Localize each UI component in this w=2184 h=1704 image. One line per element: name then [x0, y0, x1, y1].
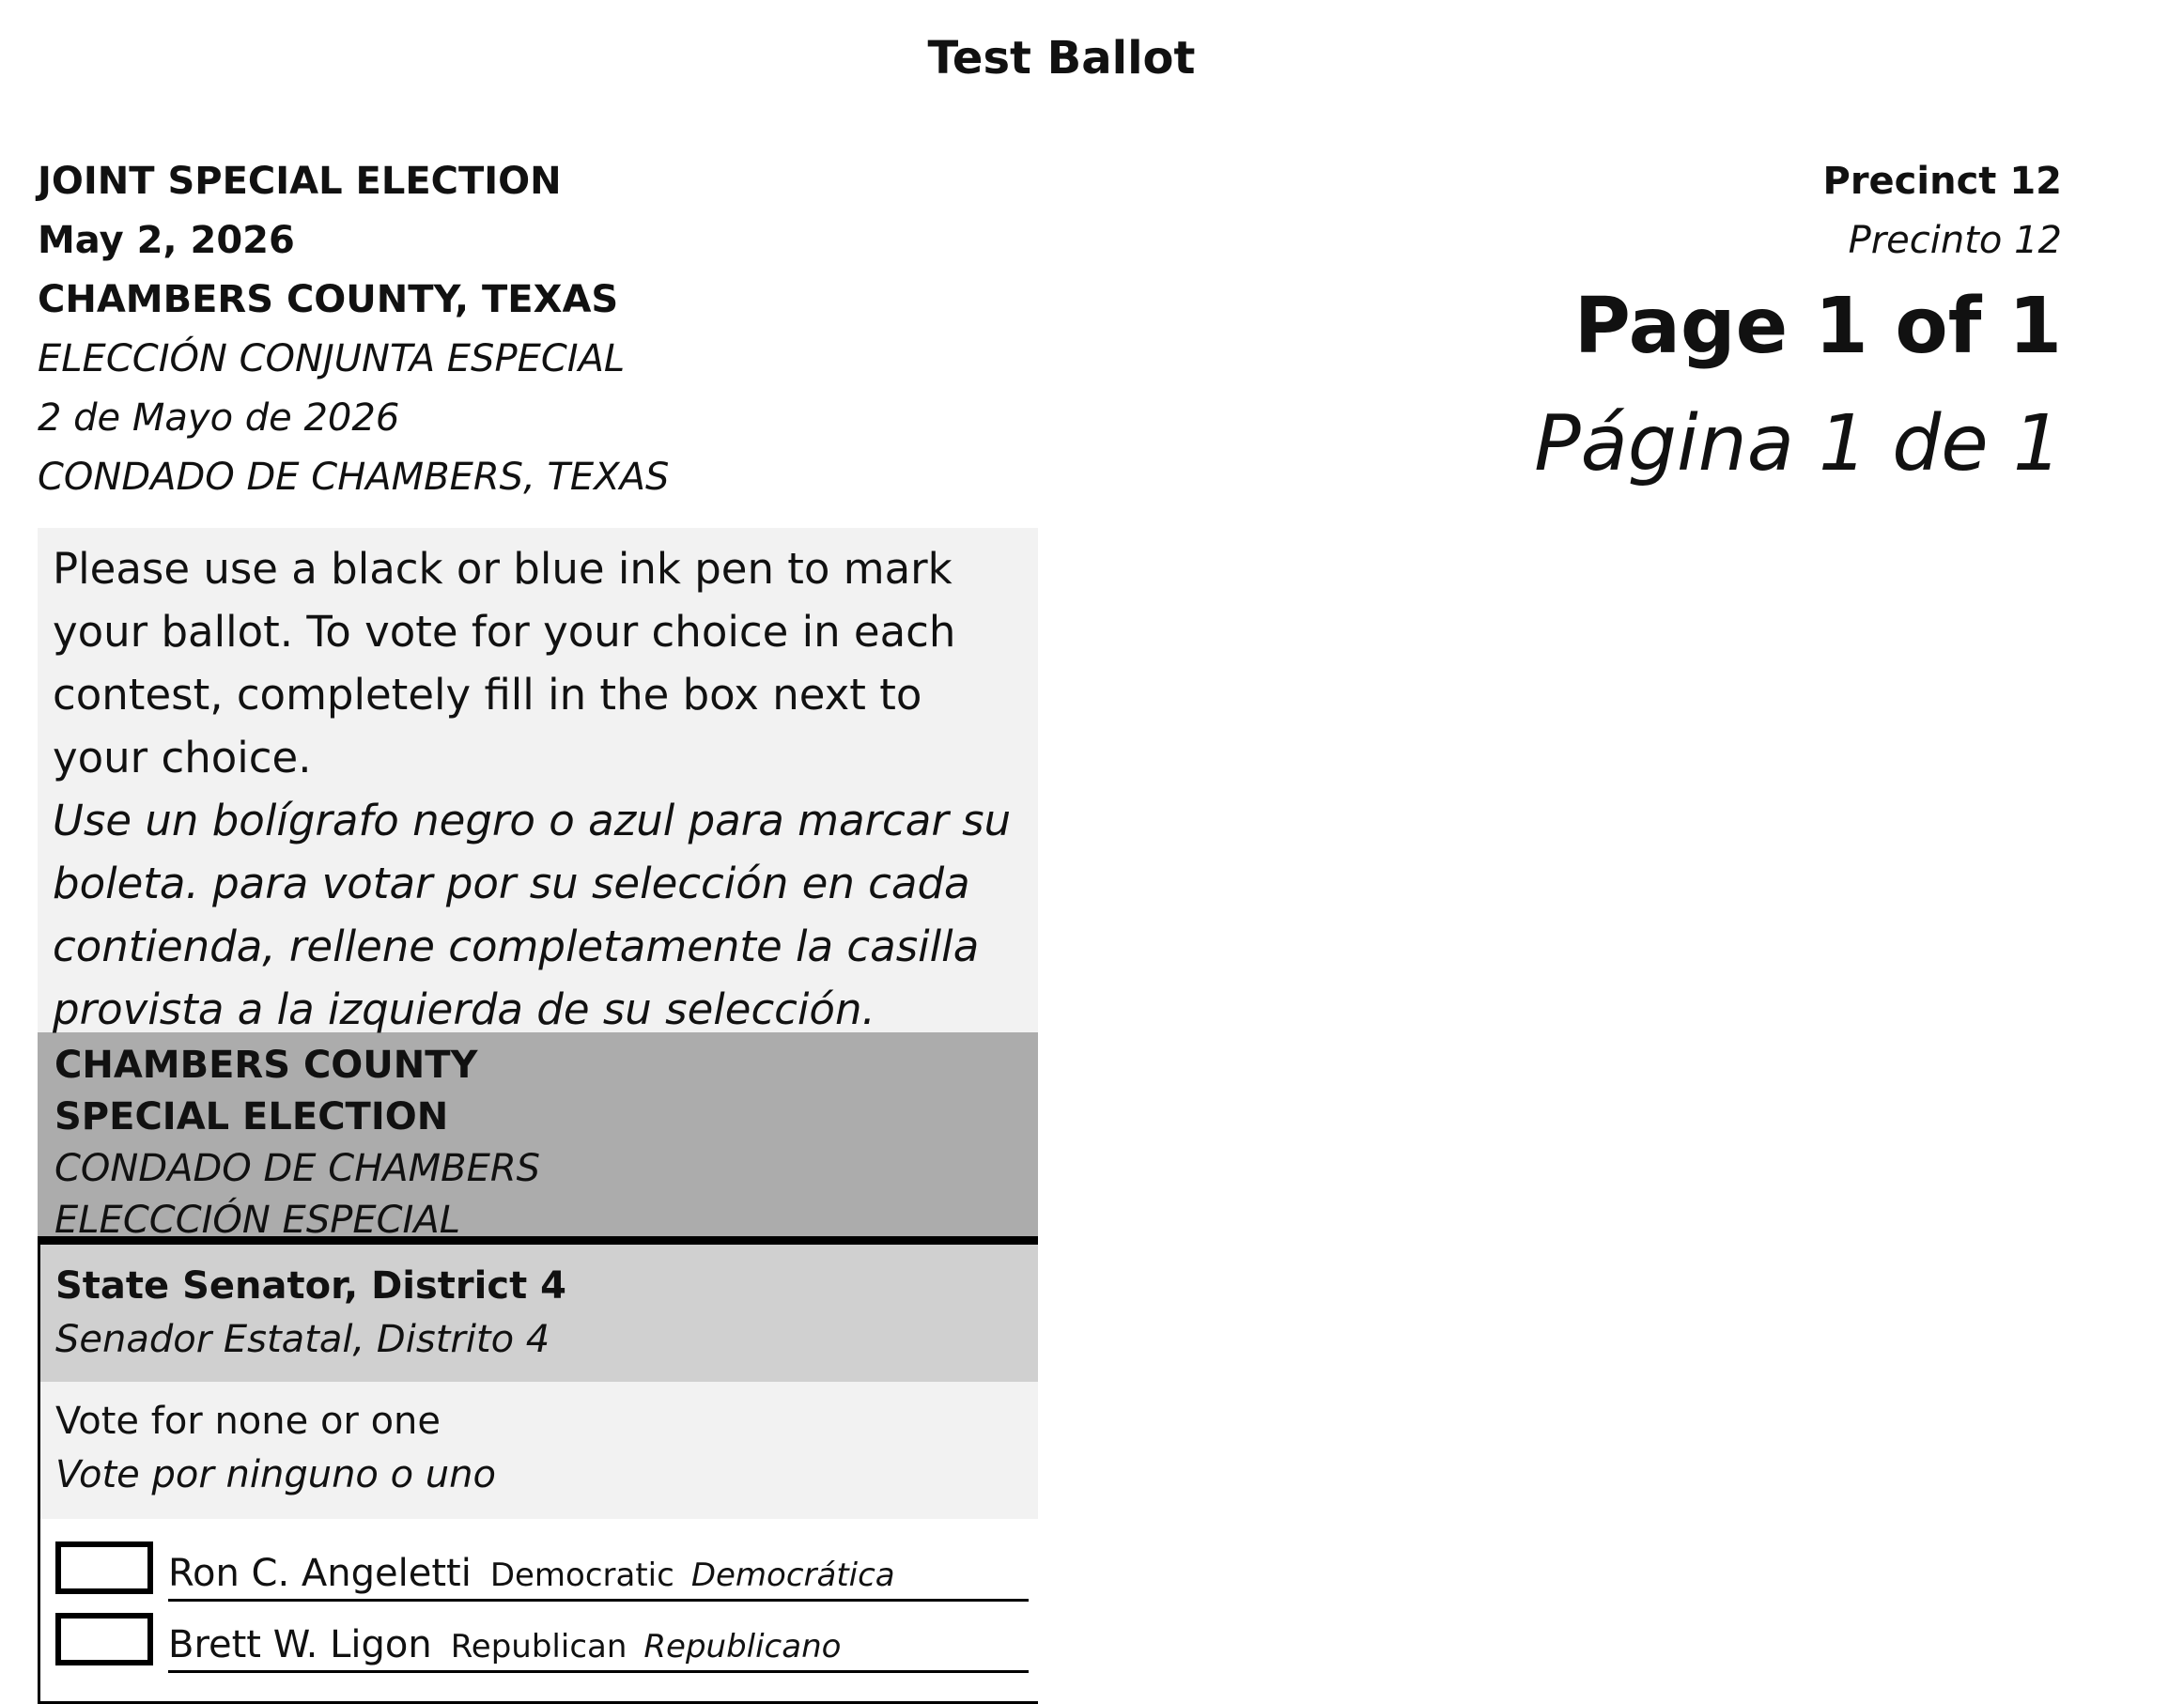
section-header: [38, 1032, 1038, 1245]
ballot-title: Test Ballot: [927, 32, 1196, 85]
election-date-es: 2 de Mayo de 2026: [38, 396, 400, 440]
section-line2-es: ELECCCIÓN ESPECIAL: [54, 1199, 460, 1242]
candidate-option-angeletti[interactable]: [55, 1530, 1029, 1602]
contest-title-es: Senador Estatal, Distrito 4: [55, 1318, 550, 1361]
vote-checkbox[interactable]: [55, 1613, 153, 1665]
candidate-option-ligon[interactable]: [55, 1602, 1029, 1673]
precinct-en: Precinct 12: [1822, 160, 2062, 203]
section-line2-en: SPECIAL ELECTION: [54, 1095, 449, 1139]
county-en: CHAMBERS COUNTY, TEXAS: [38, 278, 619, 321]
county-es: CONDADO DE CHAMBERS, TEXAS: [38, 456, 670, 499]
candidate-label: [168, 1623, 1029, 1673]
candidate-options: [40, 1519, 1038, 1701]
precinct-es: Precinto 12: [1848, 219, 2062, 262]
vote-for-box: [40, 1382, 1038, 1519]
candidate-party-en: Republican: [450, 1628, 627, 1665]
election-date-en: May 2, 2026: [38, 219, 295, 262]
section-line1-en: CHAMBERS COUNTY: [54, 1044, 478, 1087]
candidate-party-es: Democrática: [690, 1557, 895, 1594]
election-info: [38, 152, 669, 507]
candidate-name: Brett W. Ligon: [168, 1623, 432, 1666]
instructions-es: Use un bolígrafo negro o azul para marcar su boleta. para votar por su selección en cada contienda, rellene completamente la casilla provista a la izquierda de su selección.: [53, 796, 1012, 1034]
vote-for-en: Vote for none or one: [55, 1400, 441, 1443]
section-line1-es: CONDADO DE CHAMBERS: [54, 1147, 541, 1190]
page-number-es: Página 1 de 1: [1534, 399, 2062, 488]
precinct-info: [1534, 152, 2062, 505]
instructions-en: Please use a black or blue ink pen to mark your ballot. To vote for your choice in each contest, completely fill in the box next to your choice.: [53, 544, 956, 782]
vote-for-es: Vote por ninguno o uno: [55, 1453, 496, 1496]
candidate-party-es: Republicano: [643, 1628, 842, 1665]
candidate-party-en: Democratic: [489, 1557, 674, 1594]
election-name-en: JOINT SPECIAL ELECTION: [38, 160, 562, 203]
contest-title-en: State Senator, District 4: [55, 1264, 566, 1308]
election-name-es: ELECCIÓN CONJUNTA ESPECIAL: [38, 337, 626, 380]
contest-state-senator: [38, 1245, 1038, 1704]
vote-checkbox[interactable]: [55, 1541, 153, 1594]
candidate-label: [168, 1552, 1029, 1602]
instructions-box: [38, 528, 1038, 1032]
contest-title-box: [40, 1245, 1038, 1382]
ballot-column: [38, 528, 1038, 1704]
candidate-name: Ron C. Angeletti: [168, 1552, 472, 1595]
page-number-en: Page 1 of 1: [1573, 282, 2062, 371]
